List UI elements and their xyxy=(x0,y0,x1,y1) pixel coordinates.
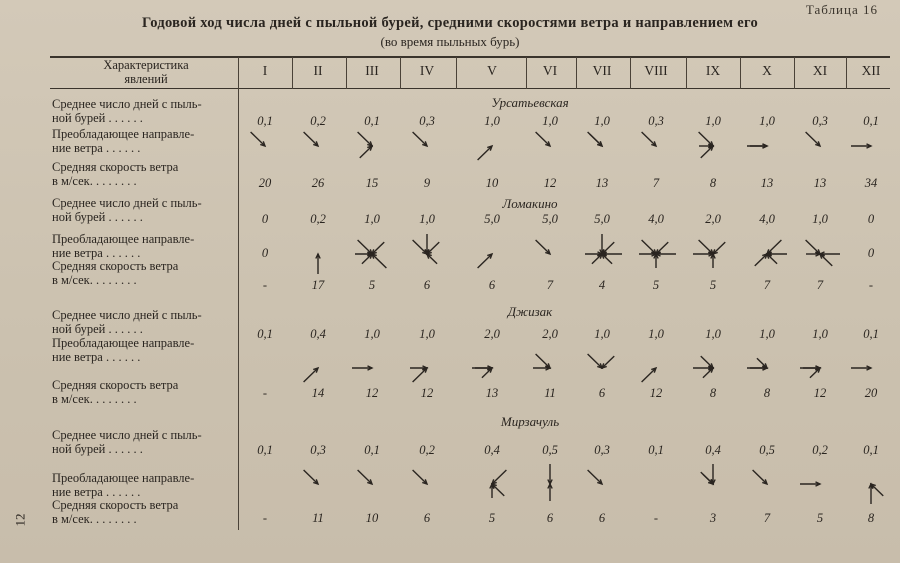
row-label-line: ной бурей . . . . . . xyxy=(52,210,143,224)
speed-value: 11 xyxy=(312,511,324,525)
wind-arrow-sw xyxy=(701,146,713,158)
wind-arrow-nw xyxy=(251,132,265,146)
month-header-4: IV xyxy=(419,63,435,78)
row-label-line: ние ветра . . . . . . xyxy=(52,485,141,499)
days-value: 0,4 xyxy=(484,443,500,457)
wind-arrow-nw xyxy=(699,132,713,146)
days-value: 1,0 xyxy=(759,114,775,128)
wind-arrow-se xyxy=(820,254,832,266)
header-characteristic-line2: явлений xyxy=(124,72,168,86)
wind-arrow-nw xyxy=(304,470,318,484)
wind-arrow-se xyxy=(602,254,612,264)
row-label-line: ной бурей . . . . . . xyxy=(52,442,143,456)
row-label-line: Преобладающее направле- xyxy=(52,232,195,246)
speed-value: 12 xyxy=(813,386,827,400)
days-value: 5,0 xyxy=(542,212,558,226)
speed-value: 6 xyxy=(598,511,606,525)
days-value: 1,0 xyxy=(812,212,828,226)
month-header-10: X xyxy=(762,63,772,78)
month-header-12: XII xyxy=(861,63,881,78)
days-value: 1,0 xyxy=(484,114,500,128)
table-label: Таблица 16 xyxy=(805,2,878,17)
days-value: 0,3 xyxy=(310,443,326,457)
speed-value: - xyxy=(262,386,268,400)
wind-arrow-ne xyxy=(602,242,614,254)
row-label-line: Средняя скорость ветра xyxy=(52,160,179,174)
days-value: 4,0 xyxy=(648,212,664,226)
wind-arrow-ne xyxy=(767,240,781,254)
speed-value: 20 xyxy=(864,386,878,400)
wind-arrow-se xyxy=(372,254,386,268)
wind-arrow-sw xyxy=(478,254,492,268)
row-label-line: Преобладающее направле- xyxy=(52,127,195,141)
wind-arrow-se xyxy=(427,254,437,264)
speed-value: 20 xyxy=(258,176,272,190)
speed-value: 5 xyxy=(816,511,824,525)
speed-value: 8 xyxy=(709,386,717,400)
speed-value: 8 xyxy=(763,386,771,400)
days-value: 2,0 xyxy=(484,327,500,341)
speed-value: 13 xyxy=(485,386,499,400)
days-value: 1,0 xyxy=(594,114,610,128)
row-label-line: Средняя скорость ветра xyxy=(52,259,179,273)
station-name: Мирзачуль xyxy=(500,414,560,429)
speed-value: 13 xyxy=(760,176,774,190)
wind-arrow-ne xyxy=(713,242,725,254)
wind-arrow-nw xyxy=(413,240,427,254)
days-value: 0,1 xyxy=(257,327,273,341)
page-number: 12 xyxy=(12,513,28,527)
month-header-8: VIII xyxy=(644,63,668,78)
speed-value: 5 xyxy=(652,278,660,292)
wind-arrow-nw xyxy=(413,132,427,146)
month-header-3: III xyxy=(365,63,379,78)
wind-arrow-sw xyxy=(413,368,427,382)
wind-arrow-sw xyxy=(304,368,318,382)
station-name: Ломакино xyxy=(502,196,558,211)
wind-arrow-nw xyxy=(757,358,767,368)
row-label-line: Средняя скорость ветра xyxy=(52,498,179,512)
speed-value: 17 xyxy=(311,278,325,292)
speed-value: 7 xyxy=(816,278,824,292)
month-header-1: I xyxy=(262,63,268,78)
wind-arrow-nw xyxy=(642,240,656,254)
row-label-line: Среднее число дней с пыль- xyxy=(52,196,202,210)
days-value: 1,0 xyxy=(812,327,828,341)
month-header-6: VI xyxy=(542,63,558,78)
row-label-line: Среднее число дней с пыль- xyxy=(52,428,202,442)
wind-arrow-nw xyxy=(590,134,602,146)
wind-arrow-se xyxy=(492,484,504,496)
row-label-line: ние ветра . . . . . . xyxy=(52,246,141,260)
days-value: 0,3 xyxy=(648,114,664,128)
speed-value: 3 xyxy=(709,511,717,525)
wind-arrow-nw xyxy=(699,240,713,254)
wind-arrow-ne xyxy=(602,356,614,368)
wind-arrow-nw xyxy=(536,240,550,254)
wind-arrow-nw xyxy=(536,354,550,368)
days-value: 0,3 xyxy=(419,114,435,128)
speed-value: 8 xyxy=(709,176,717,190)
speed-value: 6 xyxy=(423,278,431,292)
speed-value: 11 xyxy=(544,386,556,400)
days-value: 0,5 xyxy=(542,443,558,457)
speed-value: 12 xyxy=(649,386,663,400)
days-value: 0,4 xyxy=(310,327,326,341)
days-value: 0,5 xyxy=(759,443,775,457)
speed-value: - xyxy=(653,511,659,525)
wind-arrow-nw xyxy=(588,354,602,368)
days-value: 1,0 xyxy=(594,327,610,341)
wind-arrow-nw xyxy=(588,470,602,484)
days-value: 0,1 xyxy=(257,114,273,128)
speed-value: 13 xyxy=(595,176,609,190)
row-label-line: ние ветра . . . . . . xyxy=(52,350,141,364)
days-value: 0,1 xyxy=(863,327,879,341)
speed-value: 6 xyxy=(546,511,554,525)
speed-value: 12 xyxy=(420,386,434,400)
month-header-5: V xyxy=(487,63,497,78)
row-label-line: Преобладающее направле- xyxy=(52,471,195,485)
days-value: 1,0 xyxy=(759,327,775,341)
days-value: 1,0 xyxy=(419,212,435,226)
days-value: 1,0 xyxy=(542,114,558,128)
row-label-line: Средняя скорость ветра xyxy=(52,378,179,392)
wind-arrow-se xyxy=(871,484,883,496)
wind-arrow-nw xyxy=(304,132,318,146)
header-characteristic-line1: Характеристика xyxy=(103,58,189,72)
speed-value: 6 xyxy=(488,278,496,292)
wind-arrow-sw xyxy=(810,368,820,378)
days-value: 4,0 xyxy=(759,212,775,226)
speed-value: 5 xyxy=(488,511,496,525)
days-value: 2,0 xyxy=(705,212,721,226)
days-value: 0,1 xyxy=(257,443,273,457)
month-header-7: VII xyxy=(592,63,612,78)
speed-value: - xyxy=(262,278,268,292)
wind-arrow-nw xyxy=(536,132,550,146)
days-value: 0 xyxy=(867,212,875,226)
direction-text-value: 0 xyxy=(261,246,269,260)
days-value: 0,2 xyxy=(310,212,326,226)
days-value: 2,0 xyxy=(542,327,558,341)
month-header-11: XI xyxy=(812,63,828,78)
wind-arrow-nw xyxy=(358,470,372,484)
wind-arrow-nw xyxy=(358,240,372,254)
wind-arrow-nw xyxy=(642,132,656,146)
speed-value: 14 xyxy=(311,386,325,400)
speed-value: 4 xyxy=(598,278,606,292)
wind-arrow-sw xyxy=(482,368,492,378)
speed-value: 6 xyxy=(598,386,606,400)
station-name: Джизак xyxy=(507,304,553,319)
wind-arrow-nw xyxy=(806,132,820,146)
speed-value: 34 xyxy=(864,176,878,190)
wind-arrow-sw xyxy=(642,368,656,382)
speed-value: 5 xyxy=(368,278,376,292)
table-title: Годовой ход числа дней с пыльной бурей, средними скоростями ветра и направлением его xyxy=(141,15,759,31)
speed-value: 13 xyxy=(813,176,827,190)
wind-arrow-ne xyxy=(427,242,439,254)
speed-value: 7 xyxy=(652,176,660,190)
days-value: 5,0 xyxy=(484,212,500,226)
days-value: 0 xyxy=(261,212,269,226)
row-label-line: Среднее число дней с пыль- xyxy=(52,97,202,111)
row-label-line: в м/сек. . . . . . . . xyxy=(52,174,137,188)
wind-arrow-nw xyxy=(806,240,820,254)
days-value: 1,0 xyxy=(364,327,380,341)
month-header-9: IX xyxy=(705,63,721,78)
days-value: 0,3 xyxy=(594,443,610,457)
row-label-line: в м/сек. . . . . . . . xyxy=(52,512,137,526)
speed-value: 10 xyxy=(485,176,499,190)
days-value: 0,3 xyxy=(812,114,828,128)
wind-arrow-sw xyxy=(360,146,372,158)
speed-value: 9 xyxy=(423,176,431,190)
wind-arrow-ne xyxy=(372,242,384,254)
speed-value: 12 xyxy=(365,386,379,400)
speed-value: - xyxy=(262,511,268,525)
days-value: 0,1 xyxy=(364,114,380,128)
speed-value: 15 xyxy=(365,176,379,190)
speed-value: 5 xyxy=(709,278,717,292)
wind-arrow-ne xyxy=(492,470,506,484)
days-value: 0,1 xyxy=(364,443,380,457)
days-value: 0,4 xyxy=(705,443,721,457)
days-value: 1,0 xyxy=(705,327,721,341)
speed-value: 7 xyxy=(763,511,771,525)
days-value: 0,2 xyxy=(419,443,435,457)
wind-arrow-nw xyxy=(413,470,427,484)
wind-arrow-sw xyxy=(703,368,713,378)
table-subtitle: (во время пыльных бурь) xyxy=(380,34,520,49)
wind-arrow-sw xyxy=(755,254,767,266)
days-value: 1,0 xyxy=(364,212,380,226)
speed-value: 7 xyxy=(546,278,554,292)
row-label-line: ние ветра . . . . . . xyxy=(52,141,141,155)
days-value: 0,1 xyxy=(863,443,879,457)
days-value: 0,1 xyxy=(648,443,664,457)
speed-value: 12 xyxy=(543,176,557,190)
speed-value: - xyxy=(868,278,874,292)
days-value: 5,0 xyxy=(594,212,610,226)
station-name: Урсатьевская xyxy=(491,95,569,110)
row-label-line: ной бурей . . . . . . xyxy=(52,322,143,336)
speed-value: 26 xyxy=(311,176,325,190)
days-value: 0,2 xyxy=(310,114,326,128)
row-label-line: в м/сек. . . . . . . . xyxy=(52,273,137,287)
wind-arrow-nw xyxy=(703,474,713,484)
wind-arrow-sw xyxy=(478,146,492,160)
row-label-line: Среднее число дней с пыль- xyxy=(52,308,202,322)
wind-arrow-ne xyxy=(656,242,668,254)
days-value: 0,1 xyxy=(863,114,879,128)
days-value: 0,2 xyxy=(812,443,828,457)
days-value: 1,0 xyxy=(419,327,435,341)
row-label-line: Преобладающее направле- xyxy=(52,336,195,350)
wind-arrow-nw xyxy=(753,470,767,484)
month-header-2: II xyxy=(313,63,323,78)
wind-arrow-nw xyxy=(701,356,713,368)
row-label-line: в м/сек. . . . . . . . xyxy=(52,392,137,406)
days-value: 1,0 xyxy=(648,327,664,341)
wind-arrow-nw xyxy=(358,132,372,146)
row-label-line: ной бурей . . . . . . xyxy=(52,111,143,125)
direction-text-value: 0 xyxy=(867,246,875,260)
speed-value: 7 xyxy=(763,278,771,292)
speed-value: 10 xyxy=(365,511,379,525)
speed-value: 8 xyxy=(867,511,875,525)
days-value: 1,0 xyxy=(705,114,721,128)
speed-value: 6 xyxy=(423,511,431,525)
